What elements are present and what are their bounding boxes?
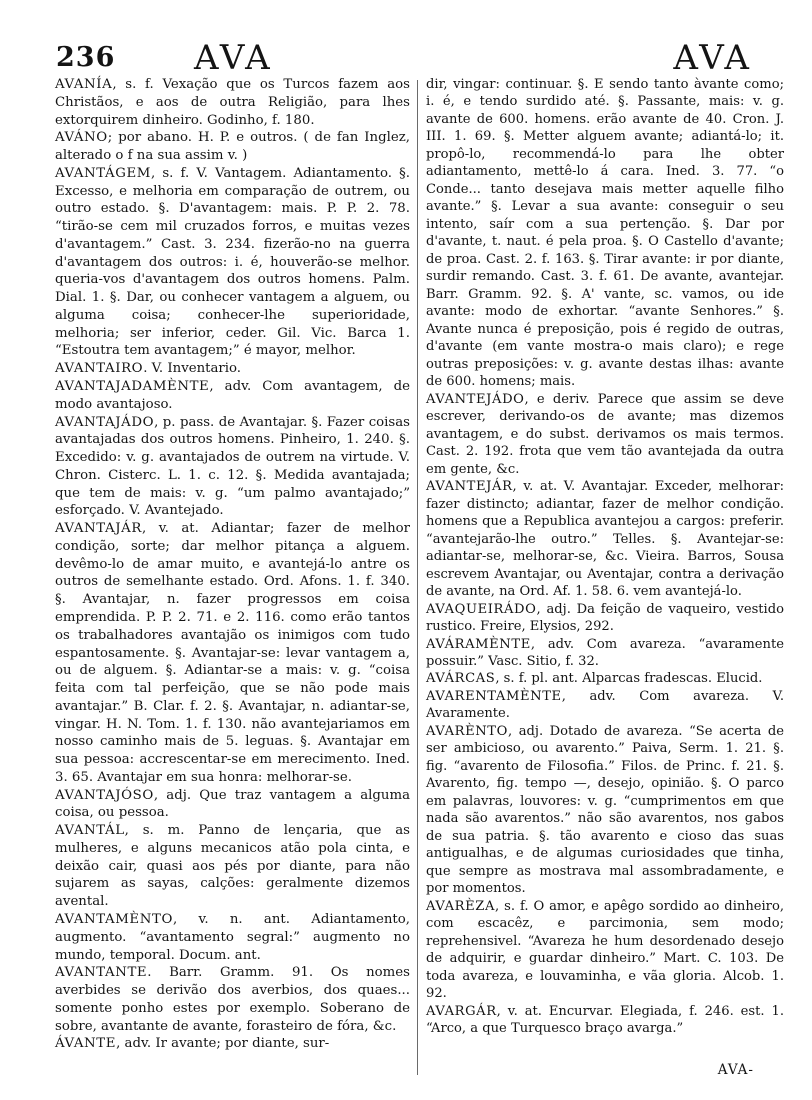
entry-headword: AVARGÁR xyxy=(426,1003,497,1019)
entry-headword: AVANTEJÁR xyxy=(426,479,513,495)
entry-text: , adv. Com avareza. “avaramente possuir.” Vasc. Sitio, f. 32. xyxy=(426,636,784,669)
dictionary-entry xyxy=(55,378,410,414)
dictionary-entry xyxy=(426,898,784,1003)
entry-text: , adv. Ir avante; por diante, sur- xyxy=(116,1036,330,1052)
entry-text: , s. f. O amor, e apêgo sordido ao dinheiro, com escacêz, e parcimonia, sem modo; reprehensivel. “Avareza he hum desordenado desejo de adquirir, e guardar dinheiro.” Mart. C. 103. De toda avareza, e louvaminha, e vãa gloria. Alcob. 1. 92. xyxy=(426,898,784,1002)
entry-headword: AVANTAMÈNTO xyxy=(55,911,173,927)
entry-headword: AVARÈZA xyxy=(426,898,495,914)
dictionary-entry xyxy=(55,360,410,378)
entry-headword: AVANTAIRO xyxy=(55,361,144,377)
running-headword-left: AVA xyxy=(194,38,273,78)
dictionary-entry xyxy=(55,520,410,786)
dictionary-entry xyxy=(426,601,784,636)
dictionary-entry xyxy=(426,670,784,687)
entry-text: , s. f. Vexação que os Turcos fazem aos Christãos, e aos de outra Religião, para lhes extorquirem dinheiro. Godinho, f. 180. xyxy=(55,77,410,128)
left-column xyxy=(55,76,410,1053)
entry-headword: AVANTEJÁDO xyxy=(426,391,525,407)
dictionary-entry xyxy=(426,688,784,723)
entry-text: , adv. Com avareza. V. Avaramente. xyxy=(426,688,784,722)
entry-headword: AVAQUEIRÁDO xyxy=(426,601,537,617)
page-header xyxy=(56,38,752,78)
entry-headword: AVANTAJÁDO xyxy=(55,414,155,430)
entry-text: , v. at. V. Avantajar. Exceder, melhorar: fazer distincto; adiantar, fazer de melhor condição. homens que a Republica avantejou a cargos: preferir. “avantejarão-lhe outro.” Telles. §. Avantejar-se: adiantar-se, melhorar-se, &c. Vieira. Barros, Sousa escrevem Avantajar, ou Aventajar, contra a derivação de avante, na Ord. Af. 1. 58. 6. vem avantejá-lo. xyxy=(426,479,784,600)
catchword: AVA- xyxy=(717,1062,754,1078)
entry-headword: AVARENTAMÈNTE xyxy=(426,688,562,704)
entry-headword: AVANTAJÓSO xyxy=(55,787,154,803)
entry-text: , s. m. Panno de lençaria, que as mulheres, e alguns mecanicos atão pola cinta, e deixão cair, quasi aos pés por diante, para não sujarem as sayas, calções: geralmente dizemos avental. xyxy=(55,823,410,910)
dictionary-entry xyxy=(426,636,784,671)
dictionary-entry xyxy=(426,1003,784,1038)
dictionary-entry xyxy=(426,391,784,478)
entry-text: , v. at. Adiantar; fazer de melhor condição, sorte; dar melhor pitança a alguem. devêmo-lo de amar muito, e avantejá-lo antre os outros de semelhante estado. Ord. Afons. 1. f. 340. §. Avantajar, n. fazer progressos em coisa emprendida. P. P. 2. 71. e 2. 116. como erão tantos os trabalhadores avantajão os inimigos com tudo espantosamente. §. Avantajar-se: levar vantagem a, ou de alguem. §. Adiantar-se a mais: v. g. “coisa feita com tal perfeição, que se não pode mais avantajar.” B. Clar. f. 2. §. Avantajar, n. adiantar-se, vingar. H. N. Tom. 1. f. 130. não avantejariamos em nosso caminho mais de 5. leguas. §. Avantajar em sua pessoa: accrescentar-se em merecimento. Ined. 3. 65. Avantajar em sua honra: melhorar-se. xyxy=(55,521,410,785)
page-number: 236 xyxy=(56,42,116,73)
entry-text: . V. Inventario. xyxy=(143,361,242,377)
entry-text: , v. at. Encurvar. Elegiada, f. 246. est. 1. “Arco, a que Turquesco braço avarga.” xyxy=(426,1003,784,1037)
entry-text: , s. f. V. Vantagem. Adiantamento. §. Excesso, e melhoria em comparação de outrem, ou outro estado. §. D'avantagem: mais. P. P. 2. 78. “tirão-se cem mil cruzados forros, e muitas vezes d'avantagem.” Cast. 3. 234. fizerão-no na guerra d'avantagem dos outros: i. é, houverão-se melhor. queria-vos d'avantagem dos outros homens. Palm. Dial. 1. §. Dar, ou conhecer vantagem a alguem, ou alguma coisa; conhecer-lhe superioridade, melhoria; ser inferior, ceder. Gil. Vic. Barca 1. “Estoutra tem avantagem;” é mayor, melhor. xyxy=(55,165,410,359)
entry-text: , adj. Que traz vantagem a alguma coisa, ou pessoa. xyxy=(55,787,410,821)
dictionary-entry xyxy=(426,478,784,600)
entry-text: ; por abano. H. P. e outros. ( de fan Inglez, alterado o f na sua assim v. ) xyxy=(55,130,410,164)
entry-text: , adj. Da feição de vaqueiro, vestido rustico. Freire, Elysios, 292. xyxy=(426,601,784,635)
running-headword-right: AVA xyxy=(673,38,752,78)
dictionary-entry xyxy=(55,129,410,165)
entry-headword: AVANTÁL xyxy=(55,823,125,839)
entry-text: dir, vingar: continuar. §. E sendo tanto àvante como; i. é, e tendo surdido até. §. Passante, mais: v. g. avante de 600. homens. erão avante de 40. Cron. J. III. 1. 69. §. Metter alguem avante; adiantá-lo; it. propô-lo, recommendá-lo para lhe obter adiantamento, mettê-lo á cara. Ined. 3. 77. “o Conde... tanto desejava mais metter aquelle filho avante.” §. Levar a sua avante: conseguir o seu intento, saír com a sua pertenção. §. Dar por d'avante, t. naut. é pela proa. §. O Castello d'avante; de proa. Cast. 2. f. 163. §. Tirar avante: ir por diante, surdir remando. Cast. 3. f. 61. De avante, avantejar. Barr. Gramm. 92. §. A' vante, sc. vamos, ou ide avante: modo de exhortar. “avante Senhores.” §. Avante nunca é preposição, pois é regido de outras, d'avante (em vante mostra-o mais claro); e rege outras preposições: v. g. avante destas ilhas: avante de 600. homens; mais. xyxy=(426,77,784,390)
entry-headword: AVANTAJÁR xyxy=(55,521,142,537)
entry-text: , s. f. pl. ant. Alparcas fradescas. Elucid. xyxy=(495,671,763,687)
dictionary-entry xyxy=(55,165,410,360)
right-column xyxy=(426,76,784,1038)
entry-headword: AVÁRAMÈNTE xyxy=(426,636,531,652)
column-divider xyxy=(417,80,418,1075)
dictionary-entry xyxy=(55,76,410,129)
entry-text: , adv. Com avantagem, de modo avantajoso. xyxy=(55,379,410,412)
dictionary-entry xyxy=(55,822,410,911)
entry-headword: AVANÍA xyxy=(55,77,113,92)
entry-text: , e deriv. Parece que assim se deve escrever, derivando-os de avante; mas dizemos avantagem, e do subst. derivamos os mais termos. Cast. 2. 192. frota que vem tão avantejada da outra em gente, &c. xyxy=(426,391,784,477)
entry-text: , adj. Dotado de avareza. “Se acerta de ser ambicioso, ou avarento.” Paiva, Serm. 1. 21. §. fig. “avarento de Filosofia.” Filos. de Princ. f. 21. §. Avarento, fig. tempo —, desejo, opinião. §. O parco em palavras, louvores: v. g. “cumprimentos em que nada são avarentos.” não são avarentos, nos gabos de sua patria. §. tão avarento e cioso das suas antigualhas, e de algumas curiosidades que tinha, que sempre as mostrava mal assombradamente, e por momentos. xyxy=(426,723,784,897)
dictionary-entry xyxy=(55,964,410,1035)
entry-headword: AVÁNO xyxy=(55,130,108,146)
entry-headword: AVANTANTE xyxy=(55,965,148,981)
dictionary-entry xyxy=(55,911,410,964)
entry-headword: AVANTÁGEM xyxy=(55,165,151,181)
entry-text: , p. pass. de Avantajar. §. Fazer coisas avantajadas dos outros homens. Pinheiro, 1. 240. §. Excedido: v. g. avantajados de outrem na virtude. V. Chron. Cisterc. L. 1. c. 12. §. Medida avantajada; que tem de mais: v. g. “um palmo avantajado;” esforçado. V. Avantejado. xyxy=(55,414,410,519)
entry-headword: AVANTAJADAMÈNTE xyxy=(55,379,210,395)
dictionary-entry xyxy=(426,76,784,391)
entry-headword: AVARÈNTO xyxy=(426,723,508,739)
dictionary-entry xyxy=(55,1035,410,1053)
dictionary-entry xyxy=(55,787,410,823)
entry-headword: AVÁRCAS xyxy=(426,671,496,687)
entry-text: , v. n. ant. Adiantamento, augmento. “avantamento segral:” augmento no mundo, temporal. Docum. ant. xyxy=(55,911,410,963)
entry-text: . Barr. Gramm. 91. Os nomes averbides se derivão dos averbios, dos quaes... somente ponho estes por exemplo. Soberano de sobre, avantante de avante, forasteiro de fóra, &c. xyxy=(55,965,410,1034)
entry-headword: ÁVANTE xyxy=(55,1036,117,1052)
dictionary-entry xyxy=(55,414,410,521)
dictionary-entry xyxy=(426,723,784,898)
